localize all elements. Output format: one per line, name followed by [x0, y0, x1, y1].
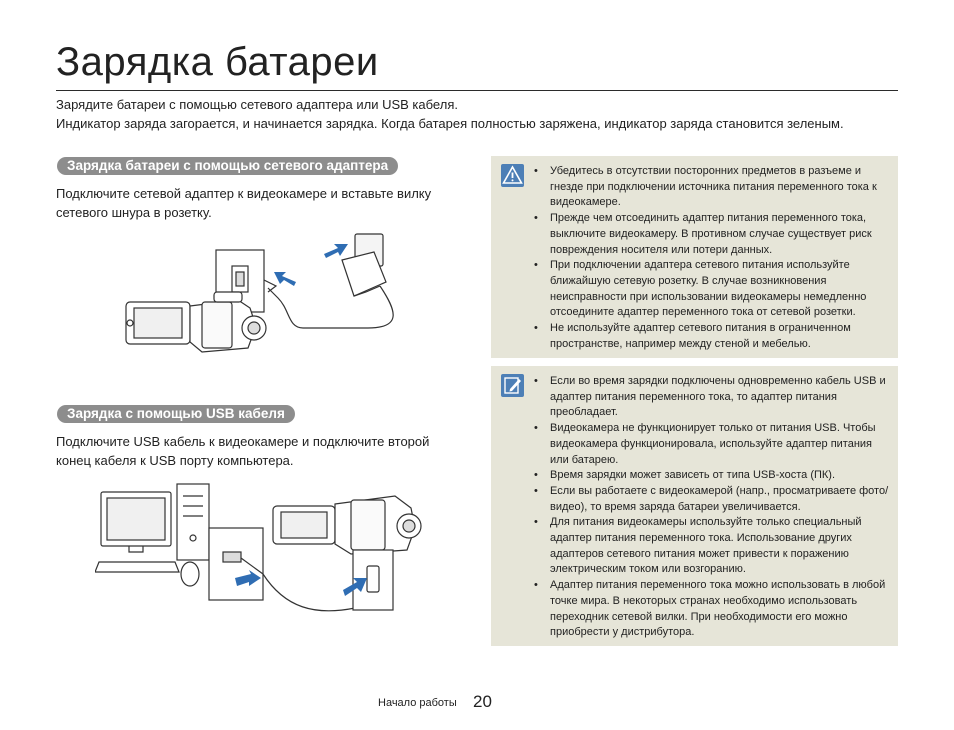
note-item: • Для питания видеокамеры используйте только специальный адаптер питания переменного тока. Использование других адаптеров сетевого питания может привести к поражению электрическим током или возгоранию.: [531, 515, 890, 578]
warning-item: • Не используйте адаптер сетевого питания в ограниченном пространстве, например между стеной и мебелью.: [531, 321, 890, 352]
section-text-usb: [56, 432, 429, 470]
note-item: • Видеокамера не функционирует только от питания USB. Чтобы видеокамера функционировала, используйте адаптер питания или батарею.: [531, 421, 890, 468]
adapter-text-line-2: сетевого шнура в розетку.: [56, 205, 212, 220]
warning-item: • Убедитесь в отсутствии посторонних предметов в разъеме и гнезде при подключении источника питания переменного тока к видеокамере.: [531, 164, 890, 211]
intro-text: [56, 95, 844, 133]
warning-box: [491, 156, 898, 358]
intro-line-1: Зарядите батареи с помощью сетевого адаптера или USB кабеля.: [56, 97, 458, 112]
note-item: • Время зарядки может зависеть от типа USB-хоста (ПК).: [531, 468, 890, 484]
title-divider: [56, 90, 898, 91]
usb-text-line-2: конец кабеля к USB порту компьютера.: [56, 453, 294, 468]
section-heading-usb: Зарядка с помощью USB кабеля: [57, 405, 295, 423]
page-title: Зарядка батареи: [56, 40, 379, 84]
section-text-adapter: [56, 184, 431, 222]
warning-list: [531, 164, 890, 352]
note-list: [531, 374, 890, 641]
adapter-charging-illustration: [118, 230, 418, 360]
warning-item: • Прежде чем отсоединить адаптер питания переменного тока, выключите видеокамеру. В противном случае существует риск повреждения носителя или потери данных.: [531, 211, 890, 258]
intro-line-2: Индикатор заряда загорается, и начинается зарядка. Когда батарея полностью заряжена, индикатор заряда становится зеленым.: [56, 116, 844, 131]
footer-section-label: Начало работы: [378, 697, 457, 709]
note-item: • Если во время зарядки подключены одновременно кабель USB и адаптер питания переменного тока, то адаптер питания преобладает.: [531, 374, 890, 421]
adapter-text-line-1: Подключите сетевой адаптер к видеокамере и вставьте вилку: [56, 186, 432, 201]
note-item: • Адаптер питания переменного тока можно использовать в любой точке мира. В некоторых странах необходимо использовать переходник сетевой вилки. При необходимости его можно приобрести у дистрибутора.: [531, 578, 890, 641]
usb-charging-illustration: [95, 478, 435, 618]
warning-icon: [501, 164, 524, 187]
usb-text-line-1: Подключите USB кабель к видеокамере и подключите второй: [56, 434, 430, 449]
note-item: • Если вы работаете с видеокамерой (напр., просматриваете фото/видео), то время заряда батареи увеличивается.: [531, 484, 890, 515]
note-icon: [501, 374, 524, 397]
page-number: 20: [473, 692, 492, 711]
note-box: [491, 366, 898, 646]
warning-item: • При подключении адаптера сетевого питания используйте ближайшую сетевую розетку. В случае возникновения неисправности при использовании видеокамеры немедленно отсоедините адаптер переменного тока от сетевой розетки.: [531, 258, 890, 321]
section-heading-adapter: Зарядка батареи с помощью сетевого адаптера: [57, 157, 398, 175]
